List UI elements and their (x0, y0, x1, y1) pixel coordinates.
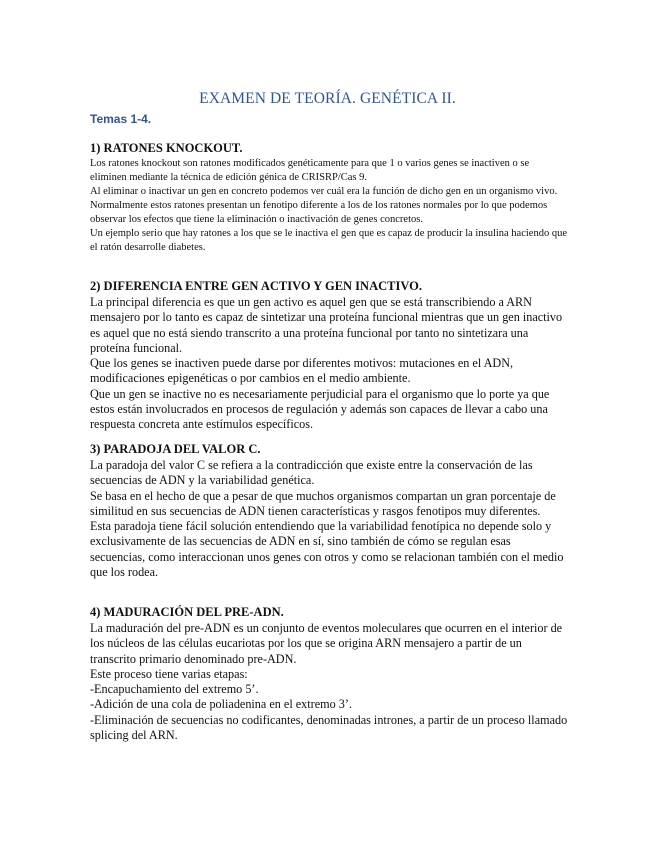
section-paradoja-valor-c (90, 442, 568, 580)
paragraph: Que los genes se inactiven puede darse por diferentes motivos: mutaciones en el ADN, modificaciones epigenéticas o por cambios en el medio ambiente. (90, 356, 514, 386)
section-ratones-knockout (90, 141, 568, 255)
paragraph: La maduración del pre-ADN es un conjunto de eventos moleculares que ocurren en el interior de los núcleos de las células eucariotas por los que se origina ARN mensajero a partir de un transcrito primario denominado pre-ADN. (90, 621, 563, 666)
list-item: -Eliminación de secuencias no codificantes, denominadas intrones, a partir de un proceso llamado splicing del ARN. (90, 712, 568, 743)
paragraph: Al eliminar o inactivar un gen en concreto podemos ver cuál era la función de dicho gen en un organismo vivo. (90, 186, 558, 197)
section-heading: 1) RATONES KNOCKOUT. (90, 141, 243, 155)
document-title: EXAMEN DE TEORÍA. GENÉTICA II. (199, 90, 456, 107)
paragraph: Este proceso tiene varias etapas: (90, 666, 248, 681)
paragraph: Un ejemplo serio que hay ratones a los que se le inactiva el gen que es capaz de producir la insulina haciendo que el ratón desarrolle diabetes. (90, 228, 567, 253)
list-item: -Adición de una cola de poliadenina en el extremo 3’. (90, 697, 352, 712)
section-heading: 4) MADURACIÓN DEL PRE-ADN. (90, 605, 284, 619)
paragraph: La principal diferencia es que un gen activo es aquel gen que se está transcribiendo a ARN mensajero por lo tanto es capaz de sintetizar una proteína funcional mientras que un gen inactivo es aquel que no está siendo transcrito a una proteína funcional por tanto no sintetizara una proteína funcional. (90, 295, 563, 355)
paragraph: Esta paradoja tiene fácil solución entendiendo que la variabilidad fenotípica no depende solo y exclusivamente de las secuencias de ADN en sí, sino también de cómo se regulan esas secuencias, como interaccionan unos genes con otros y como se relacionan también con el medio que los rodea. (90, 519, 564, 580)
paragraph: Se basa en el hecho de que a pesar de que muchos organismos compartan un gran porcentaje de similitud en sus secuencias de ADN tienen características y rasgos fenotipos muy diferentes. (90, 488, 556, 518)
section-heading: 3) PARADOJA DEL VALOR C. (90, 442, 261, 456)
paragraph: La paradoja del valor C se refiera a la contradicción que existe entre la conservación de las secuencias de ADN y la variabilidad genética. (90, 458, 533, 488)
list-item: -Encapuchamiento del extremo 5’. (90, 682, 259, 697)
paragraph: Normalmente estos ratones presentan un fenotipo diferente a los de los ratones normales por lo que podemos observar los efectos que tiene la eliminación o inactivación de genes concretos. (90, 200, 548, 225)
paragraph: Que un gen se inactive no es necesariamente perjudicial para el organismo que lo porte ya que estos están involucrados en procesos de regulación y además son capaces de llevar a cabo una respuesta concreta ante estímulos específicos. (90, 386, 550, 432)
section-heading: 2) DIFERENCIA ENTRE GEN ACTIVO Y GEN INACTIVO. (90, 279, 422, 293)
topics-label: Temas 1-4. (90, 112, 152, 126)
section-gen-activo-inactivo (90, 279, 568, 433)
paragraph: Los ratones knockout son ratones modificados genéticamente para que 1 o varios genes se inactiven o se eliminen mediante la técnica de edición génica de CRISRP/Cas 9. (90, 158, 530, 183)
section-maduracion-pre-adn (90, 605, 568, 743)
